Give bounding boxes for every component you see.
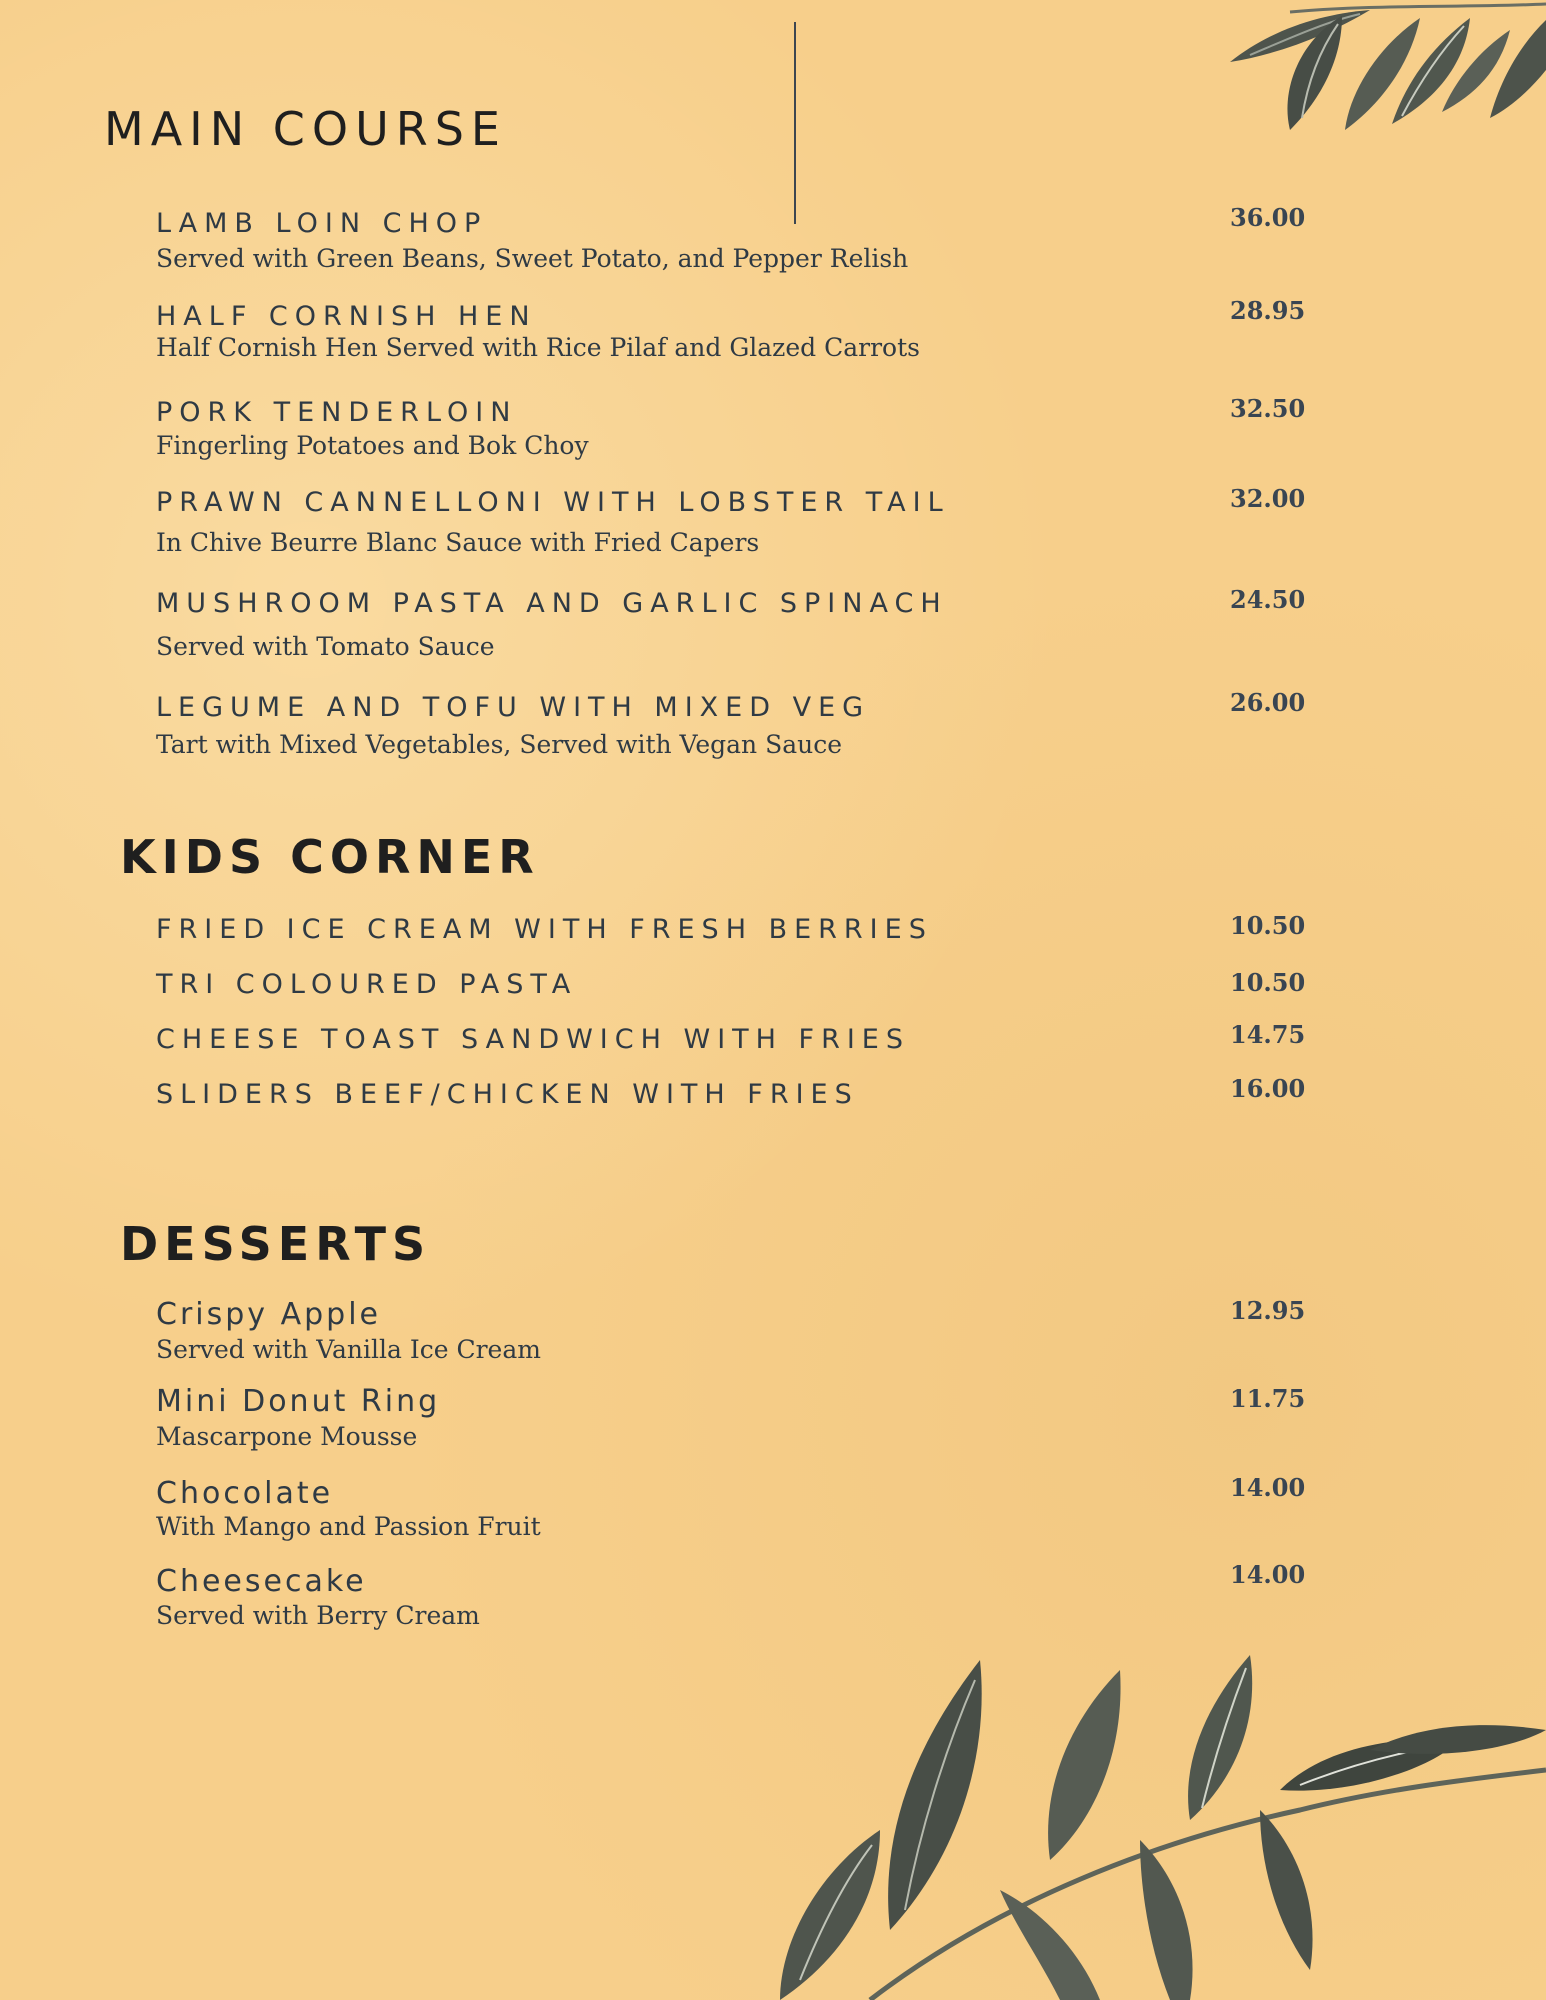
menu-item-name: CHEESE TOAST SANDWICH WITH FRIES — [156, 1024, 910, 1055]
menu-item-name: HALF CORNISH HEN — [156, 301, 537, 332]
menu-item-description: Served with Tomato Sauce — [156, 632, 495, 661]
menu-item-name: PRAWN CANNELLONI WITH LOBSTER TAIL — [156, 487, 950, 518]
menu-item-name: SLIDERS BEEF/CHICKEN WITH FRIES — [156, 1079, 859, 1110]
menu-item-price: 16.00 — [1230, 1074, 1306, 1103]
menu-item-price: 32.50 — [1230, 394, 1306, 423]
menu-item-price: 14.75 — [1230, 1020, 1306, 1049]
menu-item-name: LAMB LOIN CHOP — [156, 208, 488, 239]
menu-item-description: In Chive Beurre Blanc Sauce with Fried Capers — [156, 528, 760, 557]
menu-item-name: Cheesecake — [156, 1564, 367, 1599]
menu-item-price: 36.00 — [1230, 203, 1306, 232]
menu-item-description: Served with Green Beans, Sweet Potato, and Pepper Relish — [156, 244, 909, 273]
menu-item-description: Served with Berry Cream — [156, 1601, 480, 1630]
leaf-branch-top-right-icon — [1080, 0, 1546, 150]
menu-item-price: 14.00 — [1230, 1560, 1306, 1589]
menu-item-name: Crispy Apple — [156, 1297, 381, 1332]
menu-item-price: 26.00 — [1230, 688, 1306, 717]
menu-item-name: Mini Donut Ring — [156, 1384, 441, 1419]
menu-item-price: 10.50 — [1230, 911, 1306, 940]
menu-item-name: TRI COLOURED PASTA — [156, 969, 578, 1000]
menu-item-price: 28.95 — [1230, 296, 1306, 325]
menu-item-price: 32.00 — [1230, 484, 1306, 513]
menu-item-description: Half Cornish Hen Served with Rice Pilaf and Glazed Carrots — [156, 333, 920, 362]
menu-item-price: 11.75 — [1230, 1384, 1306, 1413]
menu-item-name: MUSHROOM PASTA AND GARLIC SPINACH — [156, 588, 948, 619]
menu-item-description: Fingerling Potatoes and Bok Choy — [156, 431, 589, 460]
leaf-branch-bottom-right-icon — [740, 1640, 1546, 2000]
menu-item-description: With Mango and Passion Fruit — [156, 1512, 541, 1541]
section-title-main-course: MAIN COURSE — [104, 102, 507, 156]
menu-item-description: Tart with Mixed Vegetables, Served with Vegan Sauce — [156, 730, 842, 759]
menu-item-name: FRIED ICE CREAM WITH FRESH BERRIES — [156, 914, 933, 945]
menu-item-name: PORK TENDERLOIN — [156, 397, 518, 428]
menu-item-description: Mascarpone Mousse — [156, 1422, 418, 1451]
menu-item-price: 14.00 — [1230, 1473, 1306, 1502]
menu-item-price: 10.50 — [1230, 968, 1306, 997]
menu-item-name: Chocolate — [156, 1476, 334, 1511]
menu-item-price: 12.95 — [1230, 1296, 1306, 1325]
vertical-divider — [794, 22, 796, 224]
menu-item-price: 24.50 — [1230, 585, 1306, 614]
section-title-kids-corner: KIDS CORNER — [120, 830, 540, 884]
menu-item-description: Served with Vanilla Ice Cream — [156, 1335, 541, 1364]
section-title-desserts: DESSERTS — [120, 1217, 432, 1271]
menu-item-name: LEGUME AND TOFU WITH MIXED VEG — [156, 692, 871, 723]
